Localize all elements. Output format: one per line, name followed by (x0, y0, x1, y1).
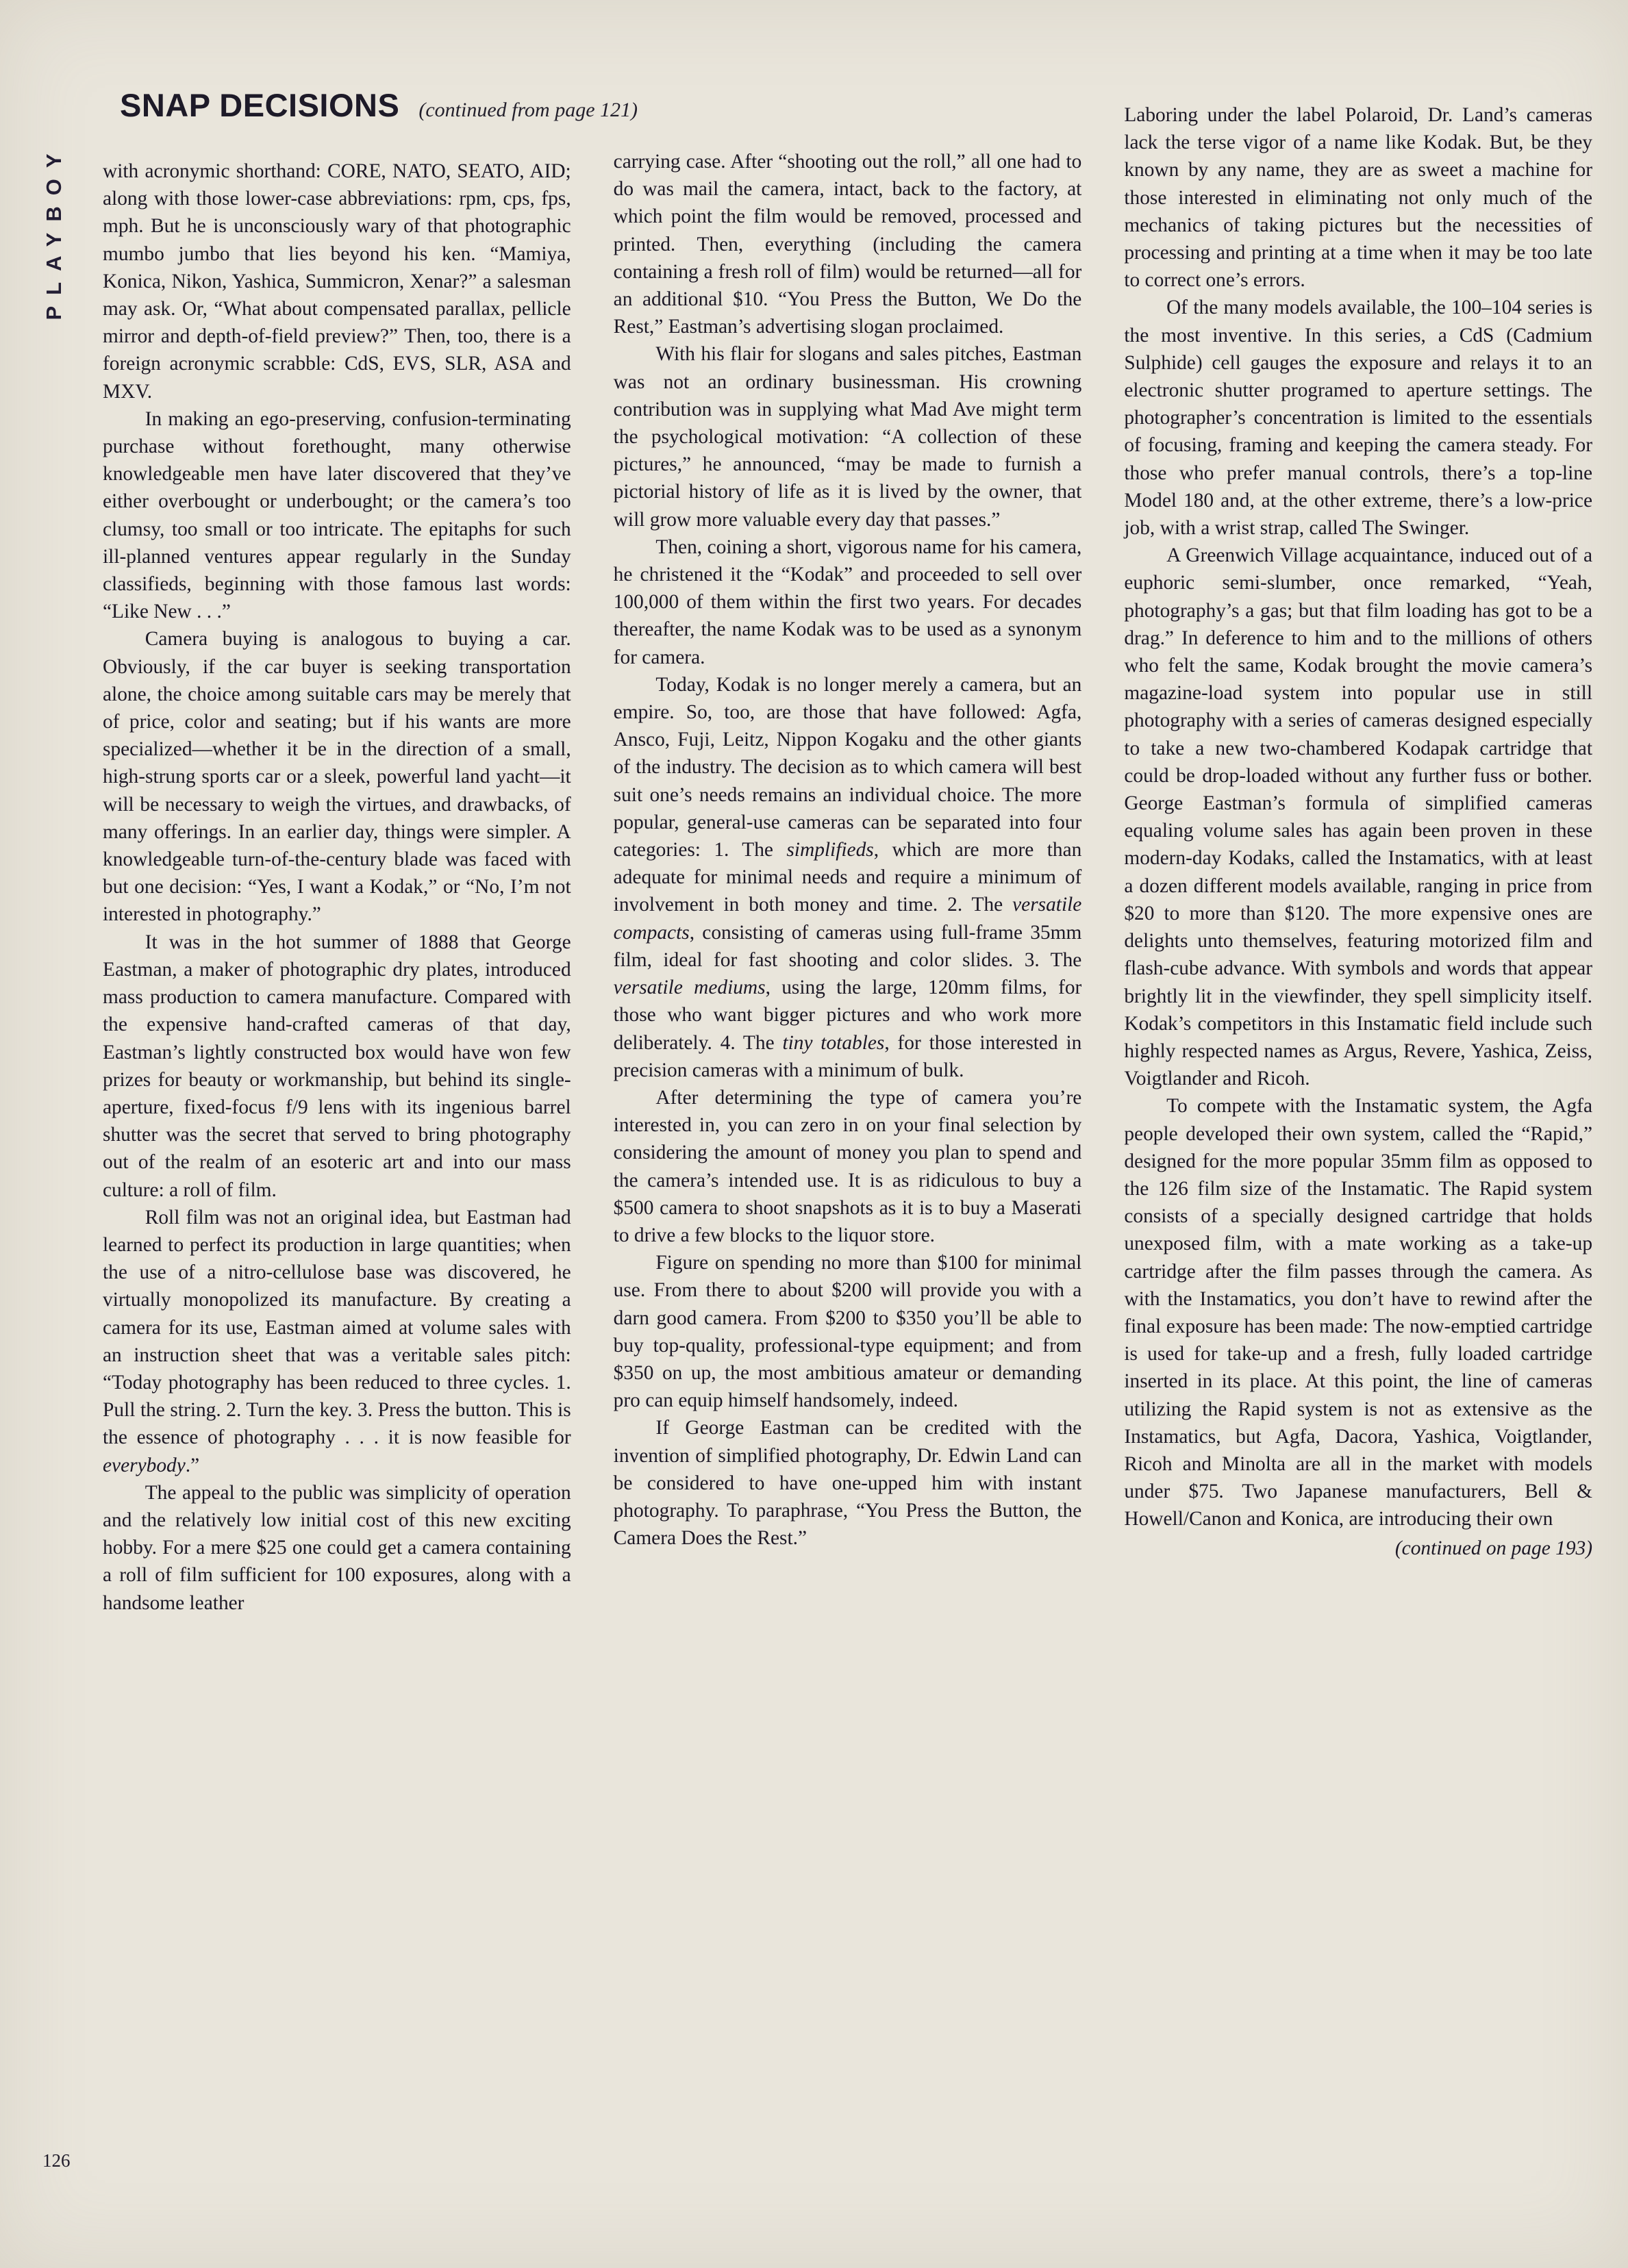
paragraph: It was in the hot summer of 1888 that George Eastman, a maker of photographic dry plates, introduced mass production to camera manufacture. Compared with the expensive hand-crafted cameras of that day, Eastman’s lightly constructed box would have won few prizes for beauty or workmanship, but behind its single-aperture, fixed-focus f/9 lens with its ingenious barrel shutter was the secret that served to bring photography out of the realm of an esoteric art and into our mass culture: a roll of film. (103, 931, 571, 1201)
paragraph: A Greenwich Village acquaintance, induced out of a euphoric semi-slumber, once remarked, “Yeah, photography’s a gas; but that film loading has got to be a drag.” In deference to him and to the millions of others who felt the same, Kodak brought the movie camera’s magazine-load system into popular use in still photography with a series of cameras designed especially to take a new two-chambered Kodapak cartridge that could be drop-loaded without any further fuss or bother. George Eastman’s formula of simplified cameras equaling volume sales has again been proven in these modern-day Kodaks, called the Instamatics, with at least a dozen different models available, ranging in price from $20 to more than $120. The more expensive ones are delights unto themselves, featuring motorized film and flash-cube advance. With symbols and words that appear brightly lit in the viewfinder, they spell simplicity itself. Kodak’s competitors in this Instamatic field include such highly respected names as Argus, Revere, Yashica, Zeiss, Voigtlander and Ricoh. (1124, 544, 1593, 1090)
article-headline: SNAP DECISIONS (120, 87, 400, 123)
paragraph: In making an ego-preserving, confusion-terminating purchase without forethought, many otherwise knowledgeable men have later discovered that they’ve either overbought or underbought; or the camera’s too clumsy, too small or too intricate. The epitaphs for such ill-planned ventures appear regularly in the Sunday classifieds, beginning with those famous last words: “Like New . . .” (103, 407, 571, 623)
paragraph: After determining the type of camera you’re interested in, you can zero in on your final selection by considering the amount of money you plan to spend and the camera’s intended use. It is as ridiculous to buy a $500 camera to shoot snapshots as it is to buy a Maserati to drive a few blocks to the liquor store. (613, 1086, 1082, 1246)
column-3-body (1124, 101, 1592, 1562)
paragraph: The appeal to the public was simplicity of operation and the relatively low initial cost of this new exciting hobby. For a mere $25 one could get a camera containing a roll of film sufficient for 100 exposures, along with a handsome leather (103, 1481, 571, 1614)
paragraph: Of the many models available, the 100–104 series is the most inventive. In this series, a CdS (Cadmium Sulphide) cell gauges the exposure and relays it to an electronic shutter programed to aperture settings. The photographer’s concentration is limited to the essentials of focusing, framing and keeping the camera steady. For those who prefer manual controls, there’s a top-line Model 180 and, at the other extreme, there’s a low-price job, with a wrist strap, called The Swinger. (1124, 297, 1593, 540)
text-column-1 (103, 101, 571, 2163)
paragraph: Today, Kodak is no longer merely a camera, but an empire. So, too, are those that have followed: Agfa, Ansco, Fuji, Leitz, Nippon Kogaku and the other giants of the industry. The decision as to which camera will best suit one’s needs remains an individual choice. The more popular, general-use cameras can be separated into four categories: 1. The simplifieds, which are more than adequate for minimal needs and require a minimum of involvement in both money and time. 2. The versatile compacts, consisting of cameras using full-frame 35mm film, ideal for fast shooting and color slides. 3. The versatile mediums, using the large, 120mm films, for those who want bigger pictures and who work more deliberately. 4. The tiny totables, for those interested in precision cameras with a minimum of bulk. (613, 673, 1082, 1081)
column-1-body (103, 101, 571, 1617)
paragraph: Figure on spending no more than $100 for minimal use. From there to about $200 will provide you with a darn good camera. From $200 to $350 you’ll be able to buy top-quality, professional-type equipment; and from $350 on up, the most ambitious amateur or demanding pro can equip himself handsomely, indeed. (613, 1252, 1082, 1412)
paragraph: Camera buying is analogous to buying a car. Obviously, if the car buyer is seeking transportation alone, the choice among suitable cars may be merely that of price, color and seating; but if his wants are more specialized—whether it be in the direction of a small, high-strung sports car or a sleek, powerful land yacht—it will be necessary to weigh the virtues, and drawbacks, of many offerings. In an earlier day, things were simpler. A knowledgeable turn-of-the-century blade was faced with but one decision: “Yes, I want a Kodak,” or “No, I’m not interested in photography.” (103, 628, 571, 926)
spine-logotype-text: PLAYBOY (42, 142, 66, 320)
paragraph: With his flair for slogans and sales pitches, Eastman was not an ordinary businessman. His crowning contribution was in supplying what Mad Ave might term the psychological motivation: “A collection of these pictures,” he announced, “may be made to furnish a pictorial history of life as it is lived by the owner, that will grow more valuable every day that passes.” (613, 343, 1082, 531)
text-column-3 (1124, 101, 1592, 2163)
paragraph: Laboring under the label Polaroid, Dr. Land’s cameras lack the terse vigor of a name like Kodak. But, be they known by any name, they are as sweet a machine for those interested in eliminating not only much of the mechanics of taking pictures but the necessities of processing and printing at a time when it may be too late to correct one’s errors. (1124, 104, 1593, 292)
paragraph: If George Eastman can be credited with the invention of simplified photography, Dr. Edwin Land can be considered to have one-upped him with instant photography. To paraphrase, “You Press the Button, the Camera Does the Rest.” (613, 1417, 1082, 1550)
paragraph: with acronymic shorthand: CORE, NATO, SEATO, AID; along with those lower-case abbreviations: rpm, cps, fps, mph. But he is unconsciously wary of that photographic mumbo jumbo that lies beyond his ken. “Mamiya, Konica, Nikon, Yashica, Summicron, Xenar?” a salesman may ask. Or, “What about compensated parallax, pellicle mirror and depth-of-field preview?” Then, too, there is a foreign acronymic scrabble: CdS, EVS, SLR, ASA and MXV. (103, 160, 571, 403)
playboy-spine-logotype (36, 88, 73, 375)
page-folio-number: 126 (42, 2150, 71, 2171)
column-2-body (614, 101, 1082, 1552)
paragraph: carrying case. After “shooting out the roll,” all one had to do was mail the camera, intact, back to the factory, at which point the film would be removed, processed and printed. Then, everything (including the camera containing a fresh roll of film) would be returned—all for an additional $10. “You Press the Button, We Do the Rest,” Eastman’s advertising slogan proclaimed. (613, 151, 1082, 338)
continued-on-note: (continued on page 193) (1394, 1537, 1593, 1559)
article-body-columns (103, 101, 1592, 2163)
paragraph: To compete with the Instamatic system, the Agfa people developed their own system, called the “Rapid,” designed for the more popular 35mm film as opposed to the 126 film size of the Instamatic. The Rapid system consists of a specially designed cartridge that holds unexposed film, with a mate working as a take-up cartridge after the film passes through the camera. As with the Instamatics, you don’t have to rewind after the final exposure has been made: The now-emptied cartridge is used for take-up and a fresh, fully loaded cartridge inserted in its place. At this point, the line of cameras utilizing the Rapid system is not as extensive as the Instamatics, but Agfa, Dacora, Yashica, Voigtlander, Ricoh and Minolta are all in the market with models under $75. Two Japanese manufacturers, Bell & Howell/Canon and Konica, are introducing their own (1124, 1095, 1593, 1530)
text-column-2 (614, 101, 1082, 2163)
paragraph: Roll film was not an original idea, but Eastman had learned to perfect its production in large quantities; when the use of a nitro-cellulose base was discovered, he virtually monopolized its manufacture. By creating a camera for its use, Eastman aimed at volume sales with an instruction sheet that was a veritable sales pitch: “Today photography has been reduced to three cycles. 1. Pull the string. 2. Turn the key. 3. Press the button. This is the essence of photography . . . it is now feasible for everybody.” (103, 1206, 571, 1476)
paragraph: Then, coining a short, vigorous name for his camera, he christened it the “Kodak” and proceeded to sell over 100,000 of them within the first two years. For decades thereafter, the name Kodak was to be used as a synonym for camera. (613, 536, 1082, 668)
article-headline-row (120, 86, 777, 124)
continued-from-note: (continued from page 121) (418, 99, 638, 121)
